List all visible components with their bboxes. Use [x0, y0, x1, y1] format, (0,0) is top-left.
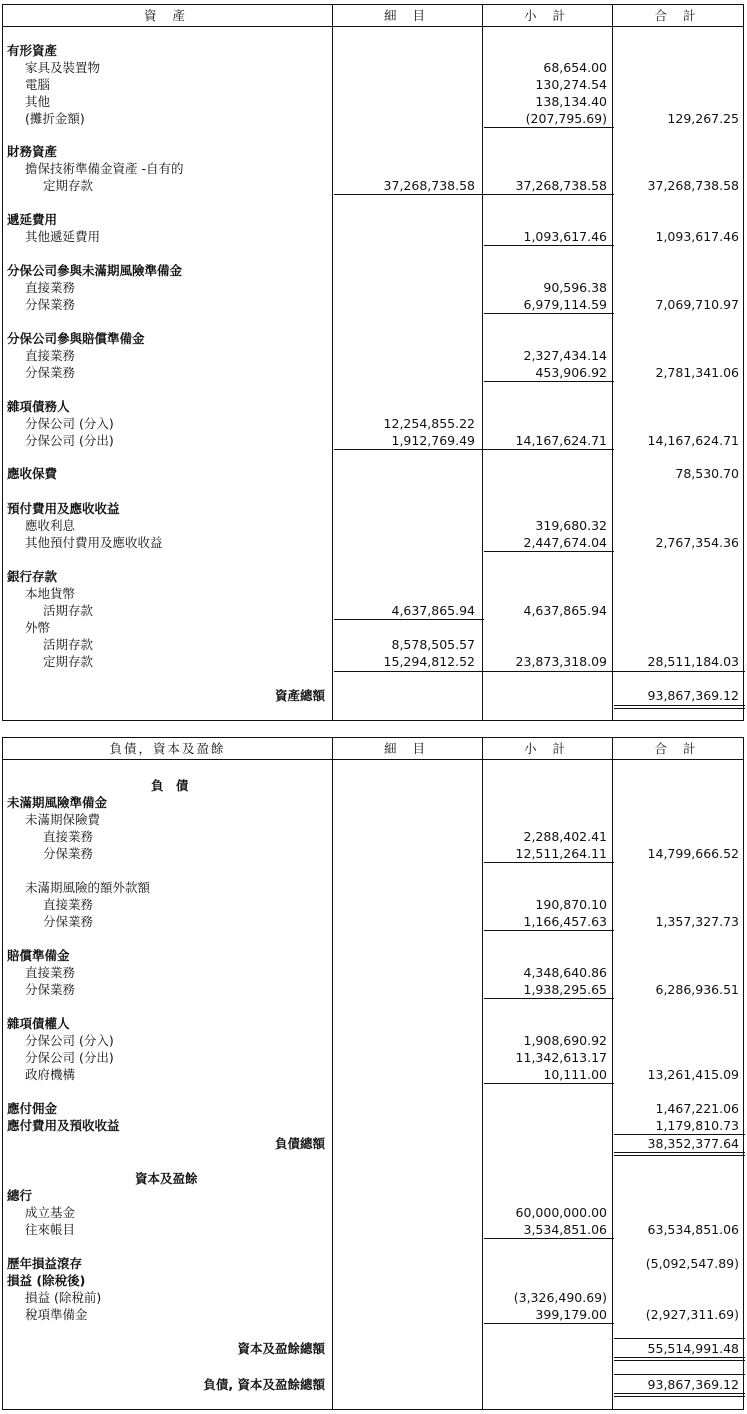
underline — [484, 551, 614, 552]
subtotal-value: 130,274.54 — [535, 77, 607, 92]
total-value: 13,261,415.09 — [647, 1067, 739, 1082]
total-value: 6,286,936.51 — [655, 982, 739, 997]
underline — [484, 1323, 614, 1324]
row-label: 直接業務 — [25, 348, 76, 363]
row-label: 分保公司 (分入) — [25, 1033, 114, 1048]
row-label: 直接業務 — [25, 280, 76, 295]
grand-total-value: 93,867,369.12 — [647, 1377, 739, 1392]
subtotal-value: 60,000,000.00 — [515, 1205, 607, 1220]
subtotal-value: 6,979,114.59 — [523, 297, 607, 312]
subtotal-value: 138,134.40 — [535, 94, 607, 109]
row-label: 分保業務 — [25, 982, 76, 997]
section-title: 應收保費 — [7, 466, 58, 481]
underline — [614, 1374, 745, 1375]
liabilities-total-value: 38,352,377.64 — [647, 1136, 739, 1151]
row-label: 損益 (除稅前) — [25, 1290, 102, 1305]
detail-value: 4,637,865.94 — [391, 603, 475, 618]
section-title: 銀行存款 — [7, 569, 58, 584]
row-label: 其他 — [25, 94, 51, 109]
row-label: 其他遞延費用 — [25, 229, 101, 244]
underline — [484, 449, 614, 450]
total-value: (2,927,311.69) — [645, 1307, 739, 1322]
subtotal-value: 319,680.32 — [535, 518, 607, 533]
underline — [484, 313, 614, 314]
row-label: 家具及裝置物 — [25, 60, 101, 75]
detail-value: 8,578,505.57 — [391, 637, 475, 652]
total-value: 14,167,624.71 — [647, 433, 739, 448]
underline — [484, 1083, 614, 1084]
col-divider — [332, 738, 333, 1409]
subtotal-value: 1,908,690.92 — [523, 1033, 607, 1048]
underline — [334, 449, 484, 450]
section-title: 預付費用及應收收益 — [7, 501, 120, 516]
total-value: 63,534,851.06 — [647, 1222, 739, 1237]
row-label: 其他預付費用及應收收益 — [25, 535, 163, 550]
col-divider — [332, 5, 333, 720]
row-label: 活期存款 — [43, 603, 94, 618]
row-label: 未滿期風險的額外款額 — [25, 880, 151, 895]
total-value: 1,467,221.06 — [655, 1101, 739, 1116]
total-value: 1,179,810.73 — [655, 1118, 739, 1133]
header-subtotal: 小 計 — [524, 8, 571, 23]
subtotal-value: 23,873,318.09 — [515, 654, 607, 669]
underline — [614, 1134, 745, 1135]
subtotal-value: 14,167,624.71 — [515, 433, 607, 448]
liabilities-total-label: 負債總額 — [274, 1136, 325, 1151]
row-label: (攤折金額) — [25, 111, 85, 126]
underline — [484, 671, 614, 672]
double-underline — [614, 1357, 745, 1361]
header-subtotal: 小 計 — [524, 741, 571, 756]
total-value: 129,267.25 — [667, 111, 739, 126]
section-title: 財務資產 — [7, 144, 58, 159]
underline — [614, 1338, 745, 1339]
total-value: 1,357,327.73 — [655, 914, 739, 929]
row-label: 分保公司 (分出) — [25, 433, 114, 448]
subtotal-value: 68,654.00 — [543, 60, 607, 75]
subtotal-value: (3,326,490.69) — [513, 1290, 607, 1305]
row-label: 分保業務 — [43, 846, 94, 861]
liabilities-table — [2, 737, 744, 1410]
section-title: 應付費用及預收收益 — [7, 1118, 120, 1133]
subtotal-value: 37,268,738.58 — [515, 178, 607, 193]
subtotal-value: 3,534,851.06 — [523, 1222, 607, 1237]
row-label: 分保業務 — [43, 914, 94, 929]
subtotal-value: 4,637,865.94 — [523, 603, 607, 618]
detail-value: 15,294,812.52 — [383, 654, 475, 669]
subtotal-value: 453,906.92 — [535, 365, 607, 380]
row-label: 成立基金 — [25, 1205, 76, 1220]
section-title: 賠償準備金 — [7, 948, 70, 963]
row-label: 政府機構 — [25, 1067, 76, 1082]
row-label: 分保業務 — [25, 297, 76, 312]
underline — [614, 671, 745, 672]
row-label: 外幣 — [25, 620, 51, 635]
subtotal-value: 1,166,457.63 — [523, 914, 607, 929]
header-detail: 細 目 — [384, 741, 431, 756]
header-detail: 細 目 — [384, 8, 431, 23]
subtotal-value: 90,596.38 — [543, 280, 607, 295]
underline — [334, 619, 484, 620]
subtotal-value: 2,447,674.04 — [523, 535, 607, 550]
row-label: 往來帳目 — [25, 1222, 76, 1237]
underline — [484, 1238, 614, 1239]
subtotal-value: 4,348,640.86 — [523, 965, 607, 980]
section-title: 歷年損益滾存 — [7, 1256, 83, 1271]
section-title: 遞延費用 — [7, 212, 58, 227]
capital-section-heading: 資本及盈餘 — [135, 1171, 198, 1186]
total-value: 2,767,354.36 — [655, 535, 739, 550]
row-label: 分保公司 (分出) — [25, 1050, 114, 1065]
assets-total-label: 資產總額 — [274, 688, 325, 703]
double-underline — [614, 1393, 745, 1397]
detail-value: 12,254,855.22 — [383, 416, 475, 431]
header-assets: 資 產 — [144, 8, 191, 23]
section-title: 總行 — [7, 1188, 33, 1203]
liabilities-header-row — [3, 738, 743, 760]
section-title: 未滿期風險準備金 — [7, 795, 108, 810]
grand-total-label: 負債, 資本及盈餘總額 — [203, 1377, 325, 1392]
detail-value: 37,268,738.58 — [383, 178, 475, 193]
subtotal-value: 12,511,264.11 — [515, 846, 607, 861]
underline — [484, 381, 614, 382]
assets-table — [2, 4, 744, 721]
subtotal-value: 399,179.00 — [535, 1307, 607, 1322]
row-label: 定期存款 — [43, 178, 94, 193]
total-value: 7,069,710.97 — [655, 297, 739, 312]
underline — [334, 194, 484, 195]
underline — [484, 998, 614, 999]
subtotal-value: 2,288,402.41 — [523, 829, 607, 844]
section-title: 分保公司參與賠償準備金 — [7, 331, 145, 346]
row-label: 活期存款 — [43, 637, 94, 652]
underline — [484, 194, 614, 195]
row-label: 分保公司 (分入) — [25, 416, 114, 431]
underline — [334, 671, 484, 672]
subtotal-value: 1,093,617.46 — [523, 229, 607, 244]
total-value: 14,799,666.52 — [647, 846, 739, 861]
section-title: 應付佣金 — [7, 1101, 58, 1116]
row-label: 應收利息 — [25, 518, 76, 533]
row-label: 直接業務 — [43, 897, 94, 912]
subtotal-value: (207,795.69) — [525, 111, 607, 126]
row-label: 定期存款 — [43, 654, 94, 669]
total-value: 37,268,738.58 — [647, 178, 739, 193]
header-liabilities: 負債，資本及盈餘 — [109, 741, 226, 756]
section-title: 雜項債務人 — [7, 399, 70, 414]
subtotal-value: 190,870.10 — [535, 897, 607, 912]
assets-total-value: 93,867,369.12 — [647, 688, 739, 703]
total-value: (5,092,547.89) — [645, 1256, 739, 1271]
row-label: 電腦 — [25, 77, 51, 92]
capital-total-label: 資本及盈餘總額 — [237, 1341, 325, 1356]
row-label: 直接業務 — [43, 829, 94, 844]
row-label: 未滿期保險費 — [25, 812, 101, 827]
section-title: 分保公司參與未滿期風險準備金 — [7, 263, 183, 278]
header-total: 合 計 — [654, 8, 702, 23]
underline — [484, 930, 614, 931]
detail-value: 1,912,769.49 — [391, 433, 475, 448]
row-label: 直接業務 — [25, 965, 76, 980]
liabilities-section-heading: 負 債 — [151, 778, 193, 793]
row-label: 本地貨幣 — [25, 586, 76, 601]
header-total: 合 計 — [654, 741, 702, 756]
capital-total-value: 55,514,991.48 — [647, 1341, 739, 1356]
row-label: 稅項準備金 — [25, 1307, 88, 1322]
section-title: 雜項債權人 — [7, 1016, 70, 1031]
subtotal-value: 2,327,434.14 — [523, 348, 607, 363]
row-label: 分保業務 — [25, 365, 76, 380]
underline — [484, 127, 614, 128]
total-value: 28,511,184.03 — [647, 654, 739, 669]
underline — [484, 862, 614, 863]
underline — [484, 245, 614, 246]
double-underline — [614, 705, 745, 709]
subtotal-value: 1,938,295.65 — [523, 982, 607, 997]
section-title: 損益 (除稅後) — [7, 1273, 86, 1288]
double-underline — [614, 1152, 745, 1156]
total-value: 78,530.70 — [675, 466, 739, 481]
assets-header-row — [3, 5, 743, 27]
row-label: 擔保技術準備金資產 -自有的 — [25, 161, 184, 176]
subtotal-value: 11,342,613.17 — [515, 1050, 607, 1065]
subtotal-value: 10,111.00 — [543, 1067, 607, 1082]
total-value: 2,781,341.06 — [655, 365, 739, 380]
section-title: 有形資產 — [7, 43, 58, 58]
total-value: 1,093,617.46 — [655, 229, 739, 244]
